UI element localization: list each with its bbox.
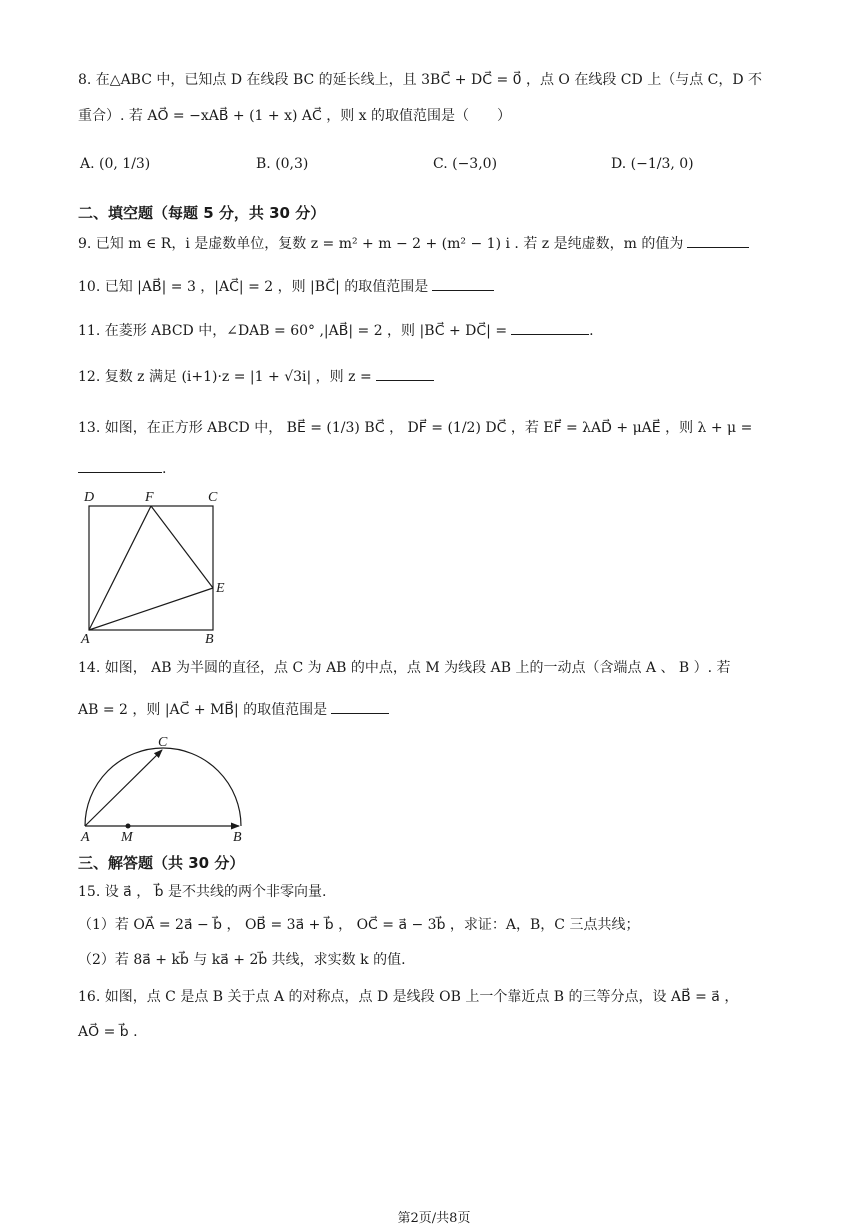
q10 [78, 276, 494, 297]
q12-answer-blank [376, 366, 434, 381]
q15-part1: （1）若 OA⃗ = 2a⃗ − b⃗ ， OB⃗ = 3a⃗ + b⃗ ， OC⃗ = a⃗ − 3b⃗ ，求证：A，B，C 三点共线； [78, 917, 640, 933]
semicircle-arc [85, 748, 241, 826]
q10-text: 10. 已知 |AB⃗| = 3 ，|AC⃗| = 2 ，则 |BC⃗| 的取值范围是 [78, 279, 429, 295]
q9-answer-blank [687, 233, 749, 248]
semicircle-figure [75, 730, 255, 848]
label-b: B [233, 830, 242, 845]
square-abcd [89, 506, 213, 630]
q8-option-d: D. (−1/3, 0) [611, 156, 694, 172]
label-c: C [158, 735, 168, 750]
q8-line2: 重合）. 若 AO⃗ = −xAB⃗ + (1 + x) AC⃗ ，则 x 的取值范围是（ ） [78, 108, 512, 124]
segment-af [89, 506, 151, 630]
label-b: B [205, 632, 214, 646]
label-a: A [81, 632, 90, 646]
q16-line1: 16. 如图，点 C 是点 B 关于点 A 的对称点，点 D 是线段 OB 上一个靠近点 B 的三等分点，设 AB⃗ = a⃗ ， [78, 989, 739, 1005]
q16-line2: AO⃗ = b⃗ . [78, 1024, 138, 1040]
label-a: A [81, 830, 90, 845]
q9-text: 9. 已知 m ∈ R，i 是虚数单位，复数 z = m² + m − 2 + (m² − 1) i . 若 z 是纯虚数，m 的值为 [78, 236, 684, 252]
q11-answer-blank [511, 320, 589, 335]
q13-tail: . [162, 461, 167, 477]
q11-text: 11. 在菱形 ABCD 中，∠DAB = 60° ,|AB⃗| = 2 ，则 |BC⃗ + DC⃗| = [78, 323, 508, 339]
segment-fe [151, 506, 213, 588]
q15-text: 15. 设 a⃗ ， b⃗ 是不共线的两个非零向量. [78, 884, 327, 900]
q8-line1: 8. 在△ABC 中，已知点 D 在线段 BC 的延长线上，且 3BC⃗ + DC⃗ = 0⃗ ，点 O 在线段 CD 上（与点 C，D 不 [78, 72, 763, 88]
q14-line2: AB = 2 ，则 |AC⃗ + MB⃗| 的取值范围是 [78, 702, 328, 718]
page-footer: 第2页/共8页 [397, 1211, 471, 1226]
q14-answer-blank [331, 699, 389, 714]
section-3-title: 三、解答题（共 30 分） [78, 854, 245, 872]
q11 [78, 320, 594, 341]
q12-text: 12. 复数 z 满足 (i+1)·z = |1 + √3i| ，则 z = [78, 369, 372, 385]
segment-ae [89, 588, 213, 630]
label-m: M [121, 830, 133, 845]
point-m [126, 824, 131, 829]
label-d: D [84, 490, 95, 505]
q13-text: 13. 如图，在正方形 ABCD 中， BE⃗ = (1/3) BC⃗ ， DF⃗ = (1/2) DC⃗ ，若 EF⃗ = λAD⃗ + μAE⃗ ，则 λ + μ = [78, 420, 753, 436]
q8-option-a: A. (0, 1/3) [80, 156, 151, 172]
q13-answer-blank [78, 458, 162, 473]
q14 [78, 699, 389, 720]
q14-line1: 14. 如图， AB 为半圆的直径，点 C 为 AB 的中点，点 M 为线段 AB 上的一动点（含端点 A 、 B ）. 若 [78, 660, 731, 676]
q8-option-c: C. (−3,0) [433, 156, 498, 172]
section-2-title: 二、填空题（每题 5 分，共 30 分） [78, 204, 326, 222]
q13-answer-line [78, 458, 166, 479]
q15-part2: （2）若 8a⃗ + kb⃗ 与 ka⃗ + 2b⃗ 共线，求实数 k 的值. [78, 952, 406, 968]
label-f: F [145, 490, 154, 505]
label-e: E [216, 581, 225, 596]
vector-ac [85, 750, 162, 826]
q9 [78, 233, 749, 254]
q8-option-b: B. (0,3) [256, 156, 309, 172]
q11-tail: . [589, 323, 594, 339]
q10-answer-blank [432, 276, 494, 291]
q12 [78, 366, 434, 387]
label-c: C [208, 490, 218, 505]
square-figure [75, 486, 245, 646]
